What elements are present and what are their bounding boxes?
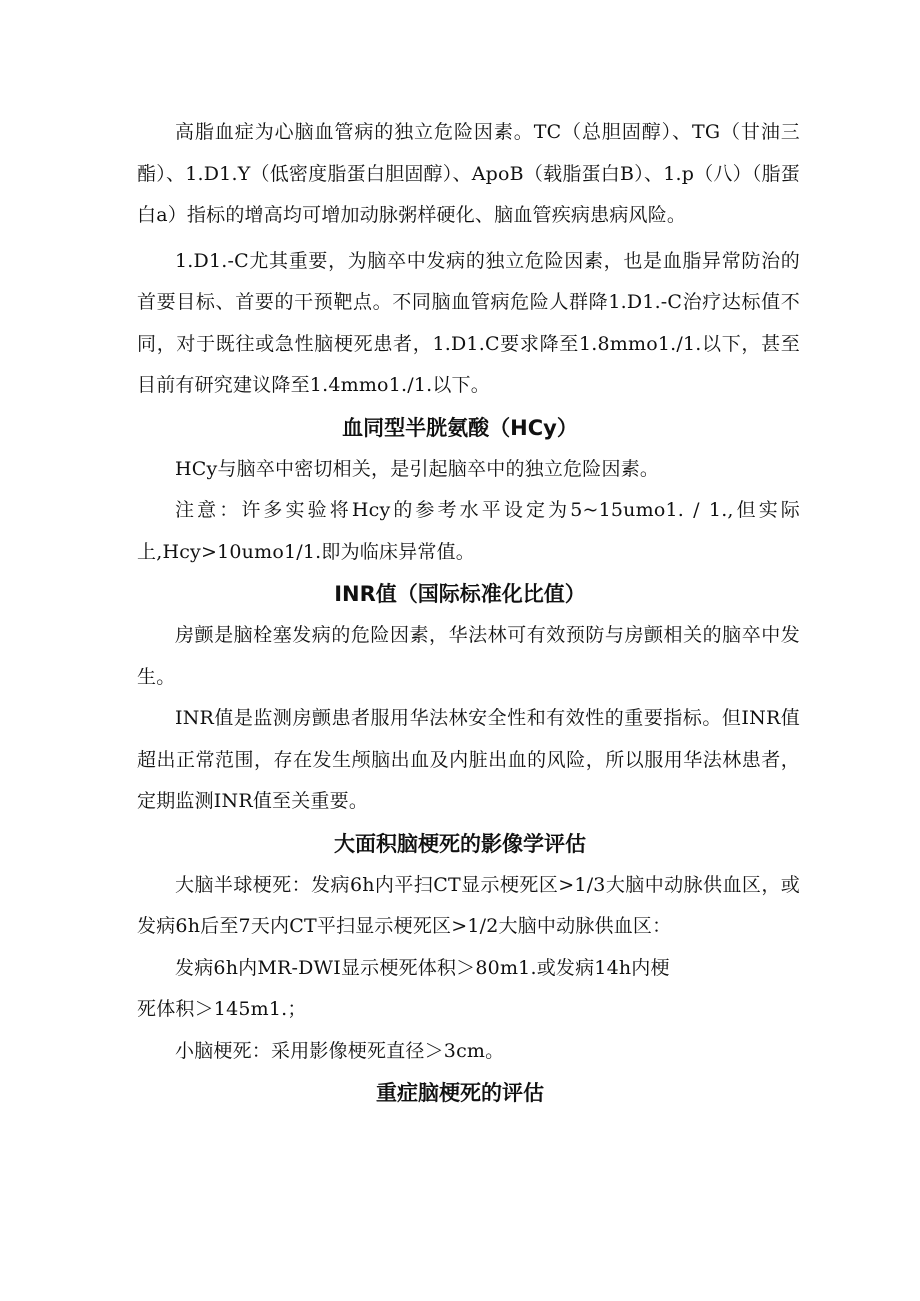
imaging-paragraph-1: 大脑半球梗死：发病6h内平扫CT显示梗死区>1/3大脑中动脉供血区，或发病6h后至7天内CT平扫显示梗死区>1/2大脑中动脉供血区： bbox=[137, 873, 800, 937]
imaging-paragraph-2-line-1: 发病6h内MR-DWI显示梗死体积＞80m1.或发病14h内梗 bbox=[175, 956, 670, 979]
inr-heading: INR值（国际标准化比值） bbox=[334, 582, 586, 606]
imaging-paragraph-2-line-2: 死体积＞145m1.； bbox=[137, 998, 307, 1020]
hcy-paragraph-1: HCy与脑卒中密切相关，是引起脑卒中的独立危险因素。 bbox=[175, 457, 660, 480]
lipids-paragraph-2: 1.D1.-C尤其重要，为脑卒中发病的独立危险因素，也是血脂异常防治的首要目标、首要的干预靶点。不同脑血管病危险人群降1.D1.-C治疗达标值不同，对于既往或急性脑梗死患者，1.D1.C要求降至1.8mmo1./1.以下，甚至目前有研究建议降至1.4mmo1./1.以下。 bbox=[137, 249, 800, 396]
imaging-heading: 大面积脑梗死的影像学评估 bbox=[334, 831, 586, 856]
severe-heading: 重症脑梗死的评估 bbox=[376, 1081, 544, 1105]
hcy-paragraph-2: 注意：许多实验将Hcy的参考水平设定为5~15umo1. / 1.,但实际上,Hcy>10umo1/1.即为临床异常值。 bbox=[137, 499, 800, 563]
inr-paragraph-2: INR值是监测房颤患者服用华法林安全性和有效性的重要指标。但INR值超出正常范围，存在发生颅脑出血及内脏出血的风险，所以服用华法林患者，定期监测INR值至关重要。 bbox=[137, 707, 800, 812]
imaging-paragraph-3: 小脑梗死：采用影像梗死直径＞3cm。 bbox=[175, 1039, 505, 1062]
hcy-heading: 血同型半胱氨酸（HCy） bbox=[342, 415, 578, 440]
lipids-paragraph-1: 高脂血症为心脑血管病的独立危险因素。TC（总胆固醇）、TG（甘油三酯）、1.D1.Y（低密度脂蛋白胆固醇）、ApoB（载脂蛋白B）、1.p（八）（脂蛋白a）指标的增高均可增加动脉粥样硬化、脑血管疾病患病风险。 bbox=[137, 121, 800, 226]
inr-paragraph-1: 房颤是脑栓塞发病的危险因素，华法林可有效预防与房颤相关的脑卒中发生。 bbox=[137, 624, 800, 688]
